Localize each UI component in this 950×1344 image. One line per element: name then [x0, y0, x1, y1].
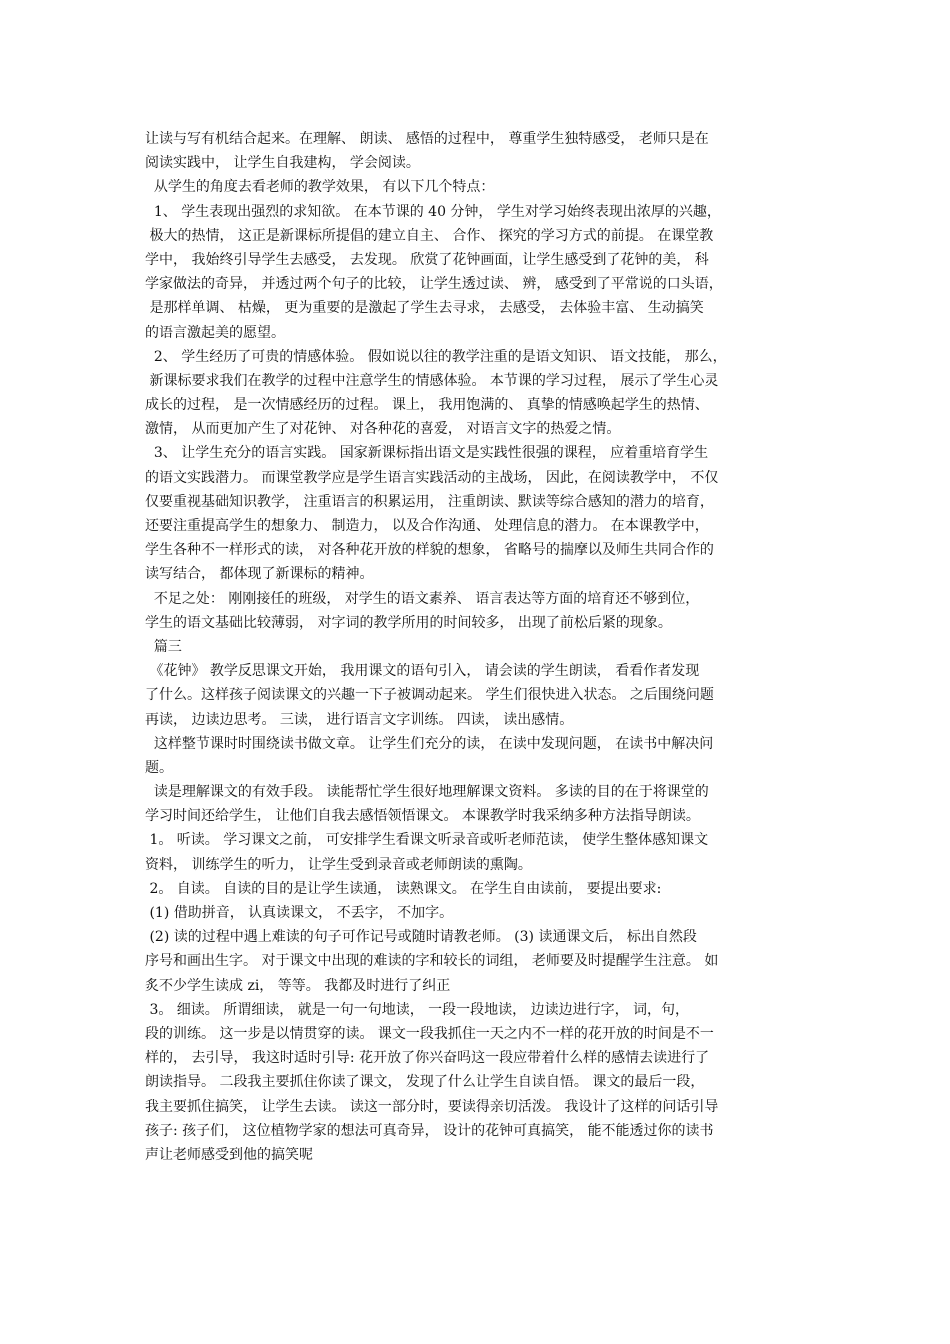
text-line: 新课标要求我们在教学的过程中注意学生的情感体验。 本节课的学习过程， 展示了学生心灵 — [145, 372, 719, 389]
text-line: 孩子: 孩子们， 这位植物学家的想法可真奇异， 设计的花钟可真搞笑， 能不能透过你的读书 — [145, 1122, 714, 1139]
text-line: 3。 细读。 所谓细读， 就是一句一句地读， 一段一段地读， 边读边进行字， 词，句， — [145, 1001, 690, 1018]
text-line: 我主要抓住搞笑， 让学生去读。 读这一部分时，要读得亲切活泼。 我设计了这样的问话引导 — [145, 1098, 719, 1115]
text-line: 2。 自读。 自读的目的是让学生读通， 读熟课文。 在学生自由读前， 要提出要求: — [145, 880, 662, 897]
text-line: 成长的过程， 是一次情感经历的过程。 课上， 我用饱满的、 真挚的情感唤起学生的热情、 — [145, 397, 709, 414]
text-line: 这样整节课时时围绕读书做文章。 让学生们充分的读， 在读中发现问题， 在读书中解决问 — [145, 735, 714, 752]
text-line: 读写结合， 都体现了新课标的精神。 — [145, 566, 374, 583]
text-line: 还要注重提高学生的想象力、 制造力， 以及合作沟通、 处理信息的潜力。 在本课教学中， — [145, 518, 709, 534]
text-line: 《花钟》 教学反思课文开始， 我用课文的语句引入， 请会读的学生朗读， 看看作者发现 — [145, 663, 700, 680]
text-line: 资料， 训练学生的听力， 让学生受到录音或老师朗读的熏陶。 — [145, 856, 532, 873]
text-line: 极大的热情， 这正是新课标所提倡的建立自主、 合作、 探究的学习方式的前提。 在课堂教 — [145, 227, 714, 244]
text-line: 的语言激起美的愿望。 — [145, 324, 285, 341]
text-line: 学生各种不一样形式的读， 对各种花开放的样貌的想象， 省略号的揣摩以及师生共同合作的 — [145, 542, 714, 559]
text-line: 是那样单调、 枯燥， 更为重要的是激起了学生去寻求， 去感受， 去体验丰富、 生动搞笑 — [145, 300, 704, 317]
text-line: 学生的语文基础比较薄弱， 对字词的教学所用的时间较多， 出现了前松后紧的现象。 — [145, 614, 672, 631]
document-body — [145, 127, 815, 1167]
text-line: 3、 让学生充分的语言实践。 国家新课标指出语文是实践性很强的课程， 应着重培育学生 — [145, 445, 709, 462]
text-line: 学中， 我始终引导学生去感受， 去发现。 欣赏了花钟画面，让学生感受到了花钟的美， 科 — [145, 251, 709, 268]
text-line: 序号和画出生字。 对于课文中出现的难读的字和较长的词组， 老师要及时提醒学生注意。 如 — [145, 953, 719, 970]
text-line: 题。 — [145, 759, 173, 776]
text-line: 仅要重视基础知识教学， 注重语言的积累运用， 注重朗读、默读等综合感知的潜力的培育， — [145, 493, 714, 510]
text-line: (2) 读的过程中遇上难读的句子可作记号或随时请教老师。 (3) 读通课文后， 标出自然段 — [145, 929, 697, 946]
text-line: 段的训练。 这一步是以情贯穿的读。 课文一段我抓住一天之内不一样的花开放的时间是不一 — [145, 1025, 714, 1042]
text-line: 学习时间还给学生， 让他们自我去感悟领悟课文。 本课教学时我采纳多种方法指导朗读。 — [145, 808, 700, 825]
text-line: 阅读实践中， 让学生自我建构， 学会阅读。 — [145, 155, 420, 172]
text-line: 激情， 从而更加产生了对花钟、 对各种花的喜爱， 对语言文字的热爱之情。 — [145, 421, 621, 438]
text-line: 学家做法的奇异， 并透过两个句子的比较， 让学生透过读、 辨， 感受到了平常说的口头语， — [145, 276, 723, 293]
text-line: 从学生的角度去看老师的教学效果， 有以下几个特点： — [145, 179, 495, 196]
text-line: 读是理解课文的有效手段。 读能帮忙学生很好地理解课文资料。 多读的目的在于将课堂的 — [145, 784, 709, 801]
text-line: 样的， 去引导， 我这时适时引导: 花开放了你兴奋吗这一段应带着什么样的感情去读进行了 — [145, 1050, 710, 1067]
text-line: 2、 学生经历了可贵的情感体验。 假如说以往的教学注重的是语文知识、 语文技能， 那么， — [145, 348, 727, 365]
text-line: 让读与写有机结合起来。在理解、 朗读、 感悟的过程中， 尊重学生独特感受， 老师只是在 — [145, 131, 709, 147]
text-line: 炙不少学生读成 zi， 等等。 我都及时进行了纠正 — [145, 977, 451, 994]
text-line: 1。 听读。 学习课文之前， 可安排学生看课文听录音或听老师范读， 使学生整体感知课文 — [145, 832, 709, 849]
text-line: 1、 学生表现出强烈的求知欲。 在本节课的 40 分钟， 学生对学习始终表现出浓厚的兴趣， — [145, 203, 721, 220]
text-line: 朗读指导。 二段我主要抓住你读了课文， 发现了什么让学生自读自悟。 课文的最后一段， — [145, 1074, 705, 1091]
text-line: 的语文实践潜力。 而课堂教学应是学生语言实践活动的主战场， 因此，在阅读教学中， 不仅 — [145, 469, 719, 486]
text-line: (1) 借助拼音， 认真读课文， 不丢字， 不加字。 — [145, 905, 454, 921]
text-line: 了什么。这样孩子阅读课文的兴趣一下子被调动起来。 学生们很快进入状态。 之后围绕问题 — [145, 687, 714, 704]
text-line: 再读， 边读边思考。 三读， 进行语言文字训练。 四读， 读出感情。 — [145, 711, 574, 728]
text-line: 声让老师感受到他的搞笑呢 — [145, 1146, 313, 1163]
section-heading: 篇三 — [145, 638, 182, 655]
text-line: 不足之处： 刚刚接任的班级， 对学生的语文素养、 语言表达等方面的培育还不够到位， — [145, 590, 700, 607]
